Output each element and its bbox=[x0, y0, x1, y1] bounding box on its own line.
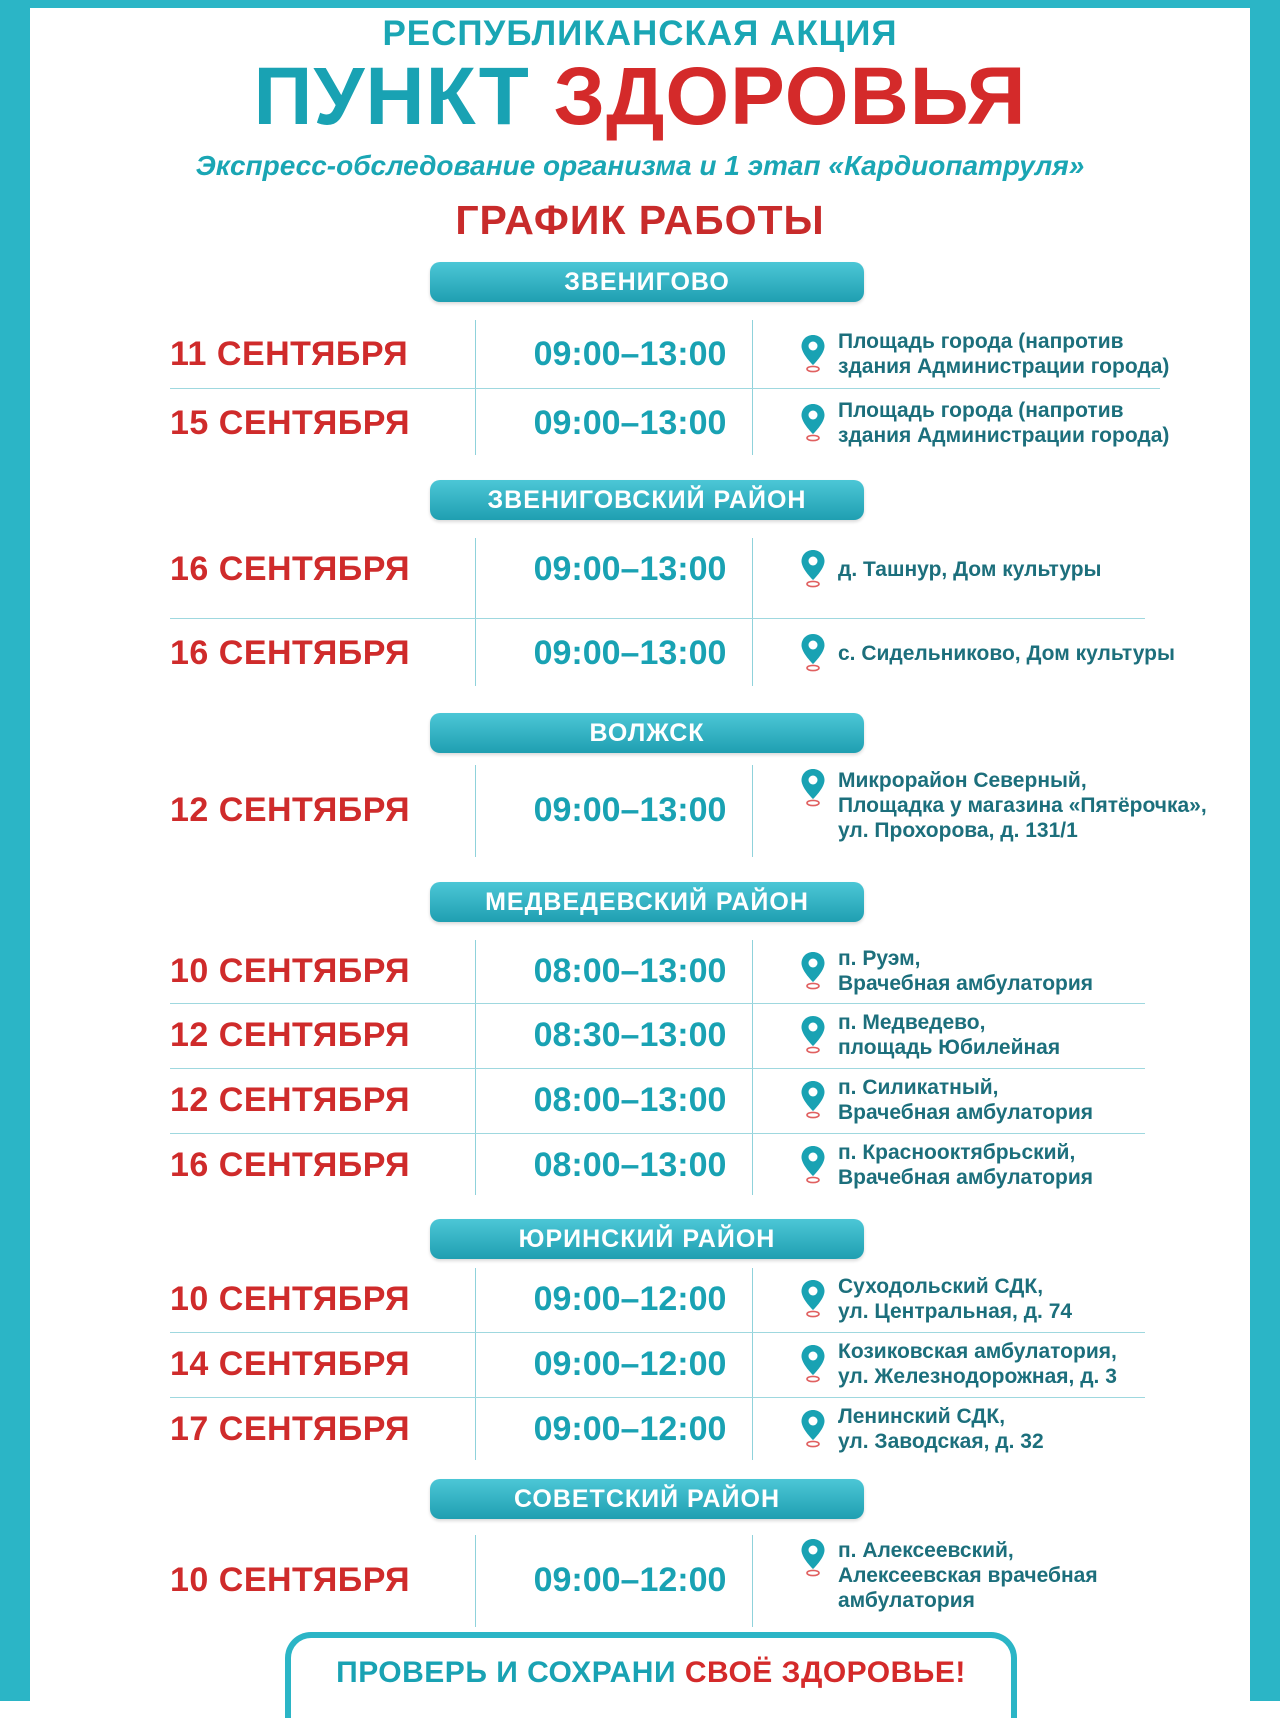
section-banner: МЕДВЕДЕВСКИЙ РАЙОН bbox=[430, 882, 864, 922]
location-pin-icon bbox=[800, 1538, 826, 1578]
row-place bbox=[800, 1004, 1220, 1066]
address-text: д. Ташнур, Дом культуры bbox=[838, 557, 1102, 581]
frame-top-border bbox=[0, 0, 1280, 8]
footer-slogan bbox=[285, 1632, 1017, 1718]
row-place bbox=[800, 1268, 1220, 1330]
row-date: 12 СЕНТЯБРЯ bbox=[170, 790, 411, 829]
schedule-row bbox=[170, 1333, 1210, 1395]
schedule-row bbox=[170, 320, 1210, 388]
address-text: Козиковская амбулатория, ул. Железнодорожная, д. 3 bbox=[838, 1340, 1117, 1388]
subtitle: Экспресс-обследование организма и 1 этап «Кардиопатруля» bbox=[195, 150, 1085, 181]
row-date: 10 СЕНТЯБРЯ bbox=[170, 951, 411, 990]
page-title bbox=[0, 51, 1280, 142]
row-time: 09:00–12:00 bbox=[533, 1344, 727, 1383]
section-banner: ЮРИНСКИЙ РАЙОН bbox=[430, 1219, 864, 1259]
address-text: п. Руэм, Врачебная амбулатория bbox=[838, 947, 1094, 995]
location-pin-icon bbox=[800, 1344, 826, 1384]
schedule-row bbox=[170, 1134, 1210, 1196]
frame-left-border bbox=[0, 0, 30, 1701]
schedule-row bbox=[170, 538, 1210, 600]
location-pin-icon bbox=[800, 1409, 826, 1449]
row-date: 16 СЕНТЯБРЯ bbox=[170, 549, 411, 588]
row-time: 09:00–12:00 bbox=[533, 1279, 727, 1318]
location-pin-icon bbox=[800, 1279, 826, 1319]
schedule-title: ГРАФИК РАБОТЫ bbox=[455, 197, 825, 243]
address-text: п. Краснооктябрьский, Врачебная амбулатория bbox=[838, 1141, 1094, 1189]
slogan-part1: ПРОВЕРЬ И СОХРАНИ bbox=[336, 1656, 677, 1689]
address-text: Микрорайон Северный, Площадка у магазина «Пятёрочка», ул. Прохорова, д. 131/1 bbox=[838, 769, 1207, 842]
row-place bbox=[800, 1398, 1220, 1460]
schedule-row bbox=[170, 389, 1210, 457]
location-pin-icon bbox=[800, 1015, 826, 1055]
row-time: 09:00–12:00 bbox=[533, 1409, 727, 1448]
address-text: Ленинский СДК, ул. Заводская, д. 32 bbox=[838, 1405, 1044, 1453]
row-place bbox=[800, 622, 1220, 684]
row-time: 08:00–13:00 bbox=[533, 951, 727, 990]
schedule-row bbox=[170, 1268, 1210, 1330]
location-pin-icon bbox=[800, 403, 826, 443]
schedule-row bbox=[170, 940, 1210, 1002]
address-text: Площадь города (напротив здания Администрации города) bbox=[838, 330, 1170, 378]
slogan-part2: СВОЁ ЗДОРОВЬЕ! bbox=[684, 1656, 966, 1689]
schedule-row bbox=[170, 1004, 1210, 1066]
location-pin-icon bbox=[800, 334, 826, 374]
address-text: с. Сидельниково, Дом культуры bbox=[838, 641, 1175, 665]
schedule-row bbox=[170, 765, 1210, 855]
location-pin-icon bbox=[800, 549, 826, 589]
row-date: 12 СЕНТЯБРЯ bbox=[170, 1015, 411, 1054]
schedule-row bbox=[170, 1398, 1210, 1460]
schedule-row bbox=[170, 622, 1210, 684]
title-part1: ПУНКТ bbox=[253, 51, 530, 142]
row-time: 09:00–13:00 bbox=[533, 549, 727, 588]
row-place bbox=[800, 765, 1220, 858]
schedule-row bbox=[170, 1535, 1210, 1625]
address-text: п. Алексеевский, Алексеевская врачебная амбулатория bbox=[838, 1539, 1098, 1612]
supertitle: РЕСПУБЛИКАНСКАЯ АКЦИЯ bbox=[382, 14, 898, 53]
row-place bbox=[800, 940, 1220, 1002]
row-time: 08:00–13:00 bbox=[533, 1080, 727, 1119]
address-text: п. Силикатный, Врачебная амбулатория bbox=[838, 1076, 1094, 1124]
row-date: 14 СЕНТЯБРЯ bbox=[170, 1344, 411, 1383]
section-banner: СОВЕТСКИЙ РАЙОН bbox=[430, 1479, 864, 1519]
row-time: 09:00–13:00 bbox=[533, 403, 727, 442]
row-time: 09:00–13:00 bbox=[533, 334, 727, 373]
row-place bbox=[800, 538, 1220, 600]
row-place bbox=[800, 389, 1220, 457]
row-date: 17 СЕНТЯБРЯ bbox=[170, 1409, 411, 1448]
schedule-row bbox=[170, 1069, 1210, 1131]
row-time: 08:30–13:00 bbox=[533, 1015, 727, 1054]
location-pin-icon bbox=[800, 768, 826, 808]
row-place bbox=[800, 1069, 1220, 1131]
row-time: 09:00–13:00 bbox=[533, 790, 727, 829]
row-date: 10 СЕНТЯБРЯ bbox=[170, 1279, 411, 1318]
row-place bbox=[800, 1535, 1220, 1628]
address-text: Суходольский СДК, ул. Центральная, д. 74 bbox=[838, 1275, 1073, 1323]
address-text: п. Медведево, площадь Юбилейная bbox=[838, 1011, 1061, 1059]
location-pin-icon bbox=[800, 951, 826, 991]
section-banner: ВОЛЖСК bbox=[430, 713, 864, 753]
row-divider bbox=[170, 618, 1145, 619]
row-date: 16 СЕНТЯБРЯ bbox=[170, 633, 411, 672]
row-time: 08:00–13:00 bbox=[533, 1145, 727, 1184]
address-text: Площадь города (напротив здания Администрации города) bbox=[838, 399, 1170, 447]
frame-right-border bbox=[1250, 0, 1280, 1701]
row-place bbox=[800, 1333, 1220, 1395]
row-date: 10 СЕНТЯБРЯ bbox=[170, 1560, 411, 1599]
row-time: 09:00–13:00 bbox=[533, 633, 727, 672]
row-time: 09:00–12:00 bbox=[533, 1560, 727, 1599]
section-banner: ЗВЕНИГОВСКИЙ РАЙОН bbox=[430, 480, 864, 520]
section-banner: ЗВЕНИГОВО bbox=[430, 262, 864, 302]
row-date: 16 СЕНТЯБРЯ bbox=[170, 1145, 411, 1184]
location-pin-icon bbox=[800, 633, 826, 673]
location-pin-icon bbox=[800, 1145, 826, 1185]
row-place bbox=[800, 1134, 1220, 1196]
row-date: 15 СЕНТЯБРЯ bbox=[170, 403, 411, 442]
location-pin-icon bbox=[800, 1080, 826, 1120]
row-date: 11 СЕНТЯБРЯ bbox=[170, 334, 409, 373]
row-date: 12 СЕНТЯБРЯ bbox=[170, 1080, 411, 1119]
row-place bbox=[800, 320, 1220, 388]
title-part2: ЗДОРОВЬЯ bbox=[553, 51, 1027, 142]
